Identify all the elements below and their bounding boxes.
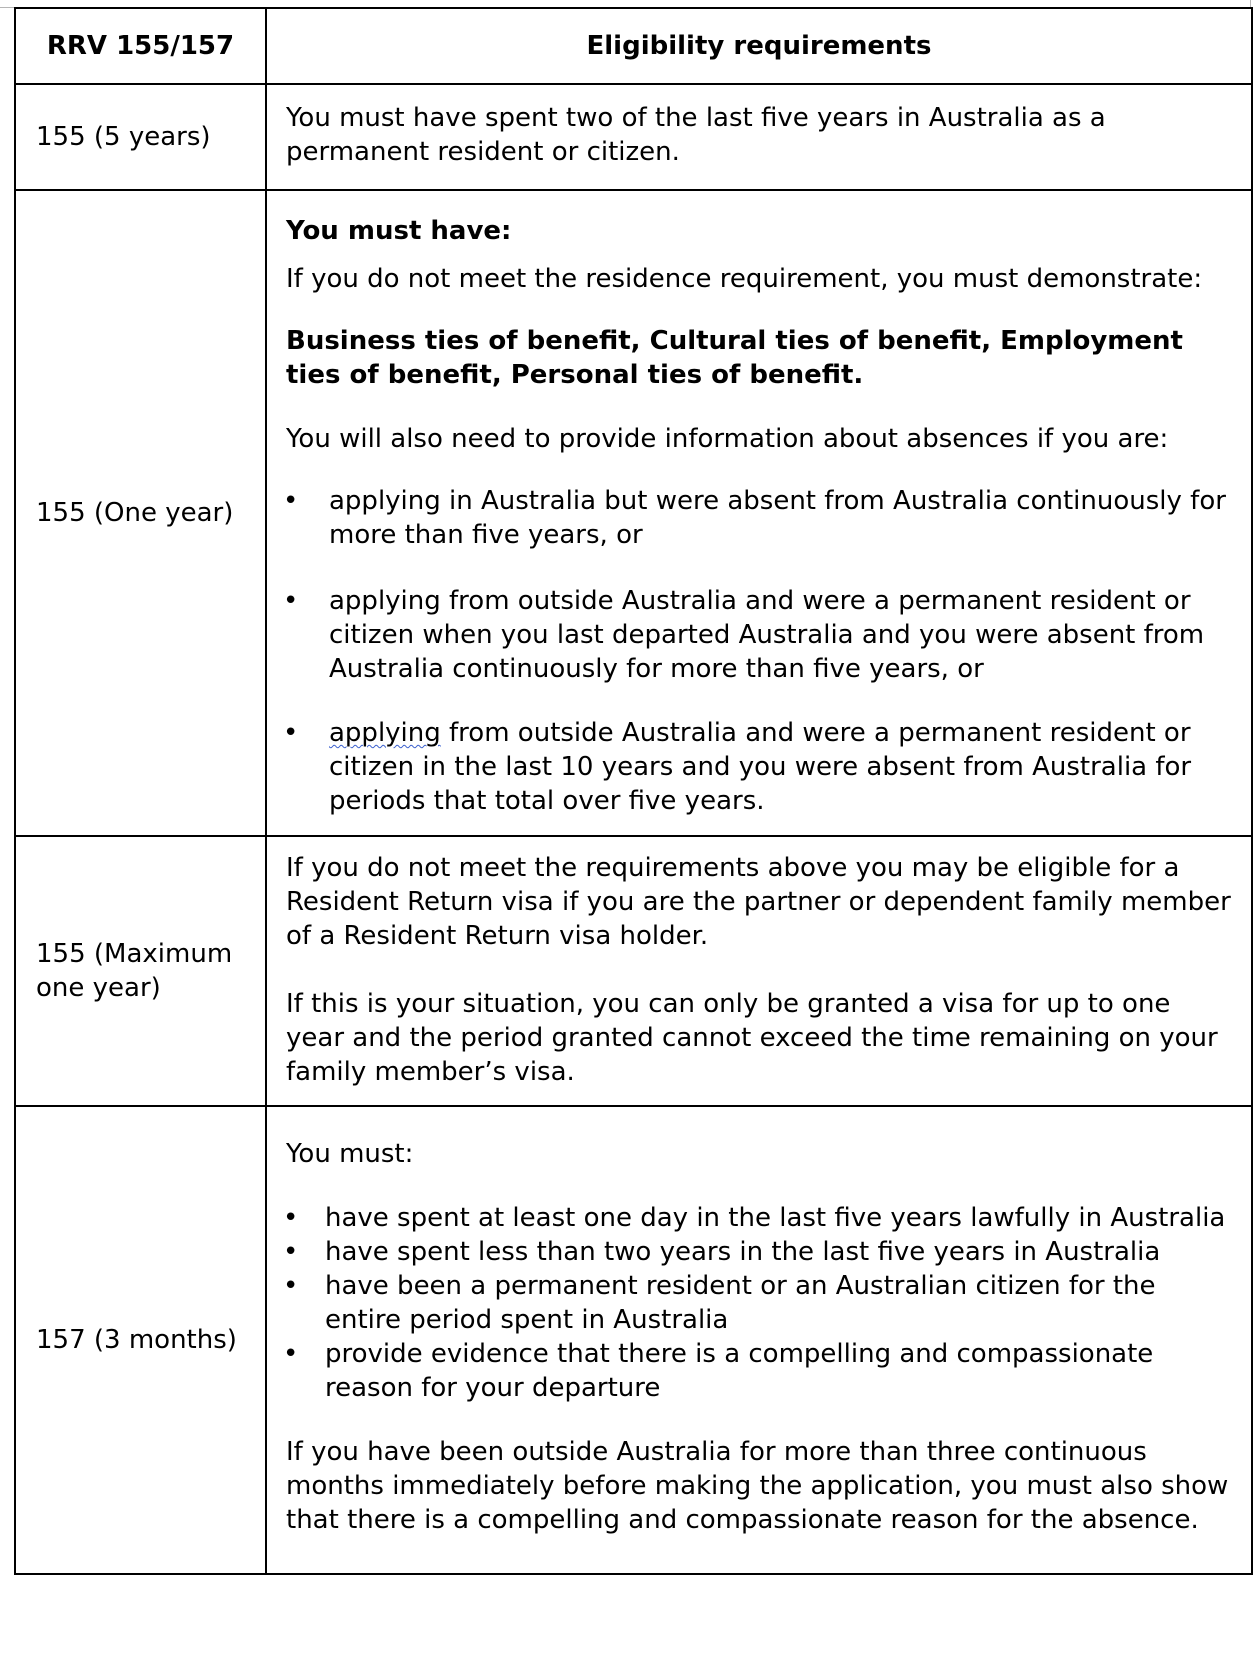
table-row [15,84,1252,190]
table-header-row [15,8,1252,84]
requirements-bullet-list [283,1201,1233,1405]
row-label: 155 (One year) [15,190,266,836]
bullet-glyph: • [283,1271,299,1301]
list-item-text: from outside Australia and were a permanent resident or citizen in the last 10 years and you were absent from Australia for periods that total over five years. [329,718,1192,816]
row-requirements [266,84,1252,190]
requirement-closing: If you have been outside Australia for more than three continuous months immediately before making the application, you must also show that there is a compelling and compassionate reason for the absence. [286,1437,1229,1535]
list-item [283,1337,1233,1405]
requirement-intro: You must: [286,1139,414,1169]
requirement-heading: You must have: [286,216,512,246]
table-row [15,1106,1252,1574]
bullet-glyph: • [283,486,299,516]
list-item [283,1201,1233,1235]
spellcheck-word: applying [329,718,441,748]
row-label: 155 (Maximum one year) [15,836,266,1106]
bullet-glyph: • [283,1237,299,1267]
ties-list: Business ties of benefit, Cultural ties of benefit, Employment ties of benefit, Personal ties of benefit. [286,326,1183,390]
header-eligibility: Eligibility requirements [266,8,1252,84]
list-item-text: have spent at least one day in the last five years lawfully in Australia [325,1203,1226,1233]
header-rrv: RRV 155/157 [15,8,266,84]
requirement-paragraph: If you do not meet the requirements above you may be eligible for a Resident Return visa if you are the partner or dependent family member of a Resident Return visa holder. [286,853,1231,951]
list-item [283,1269,1233,1337]
list-item-text: applying in Australia but were absent from Australia continuously for more than five years, or [329,486,1226,550]
row-requirements [266,1106,1252,1574]
list-item [283,1235,1233,1269]
absences-bullet-list [283,484,1233,818]
list-item [283,716,1233,818]
row-requirements [266,836,1252,1106]
row-requirements [266,190,1252,836]
bullet-glyph: • [283,1203,299,1233]
list-item [283,484,1233,552]
bullet-glyph: • [283,1339,299,1369]
requirement-paragraph: If this is your situation, you can only be granted a visa for up to one year and the period granted cannot exceed the time remaining on your family member’s visa. [286,989,1218,1087]
list-item-text: have spent less than two years in the last five years in Australia [325,1237,1161,1267]
requirement-text: You must have spent two of the last five years in Australia as a permanent resident or citizen. [286,103,1106,167]
list-item-text: have been a permanent resident or an Australian citizen for the entire period spent in Australia [325,1271,1156,1335]
absences-intro: You will also need to provide information about absences if you are: [286,424,1169,454]
table-row [15,836,1252,1106]
list-item-text: provide evidence that there is a compelling and compassionate reason for your departure [325,1339,1154,1403]
bullet-glyph: • [283,586,299,616]
list-item-text: applying from outside Australia and were a permanent resident or citizen when you last departed Australia and you were absent from Australia continuously for more than five years, or [329,586,1205,684]
row-label: 157 (3 months) [15,1106,266,1574]
table-row [15,190,1252,836]
requirement-intro: If you do not meet the residence requirement, you must demonstrate: [286,264,1203,294]
list-item [283,584,1233,686]
bullet-glyph: • [283,718,299,748]
row-label: 155 (5 years) [15,84,266,190]
eligibility-table [14,7,1253,1575]
